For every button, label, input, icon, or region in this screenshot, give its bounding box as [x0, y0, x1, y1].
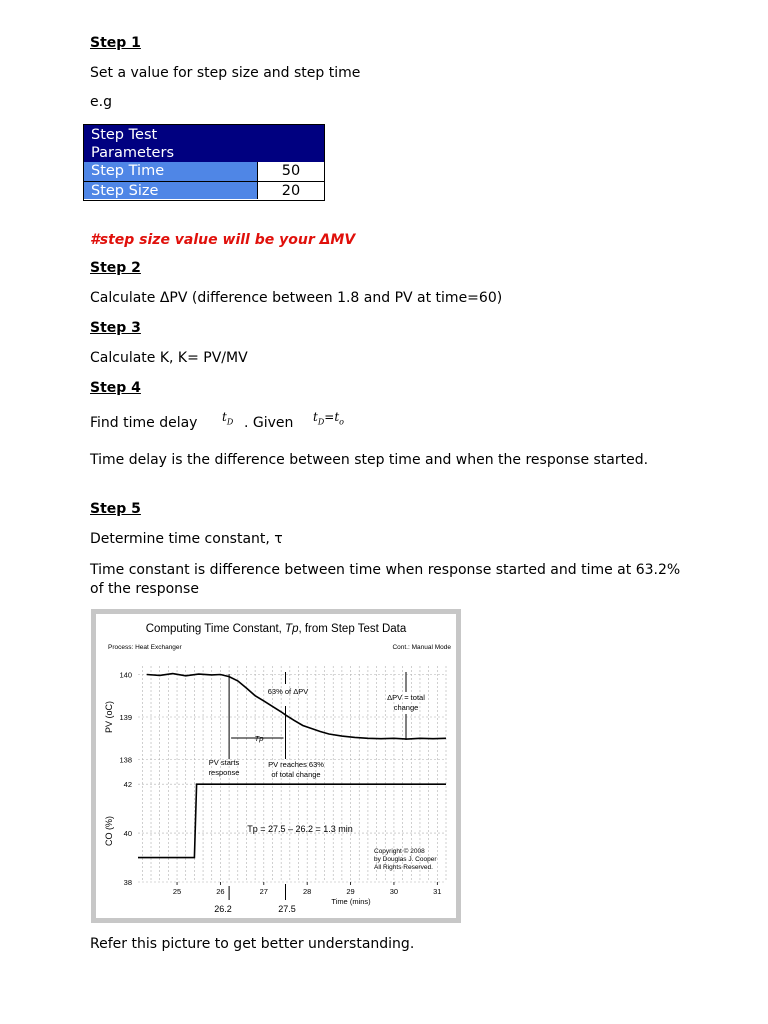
param-table-header-line1: Step Test	[91, 127, 158, 143]
annot-starts-line2: response	[208, 768, 240, 777]
step5-heading: Step 5	[90, 501, 141, 517]
process-label: Process: Heat Exchanger	[108, 644, 182, 651]
step2-heading: Step 2	[90, 260, 141, 276]
pv-tick-label: 140	[119, 670, 132, 680]
marker-label-27-5: 27.5	[278, 904, 296, 914]
x-tick-label: 28	[303, 887, 312, 896]
step-size-note: #step size value will be your ΔMV	[90, 232, 356, 248]
co-tick-label: 40	[123, 829, 132, 839]
x-tick-label: 27	[259, 887, 268, 896]
pv-axis-label: PV (oC)	[104, 700, 114, 734]
x-tick-label: 29	[346, 887, 355, 896]
annotations	[209, 687, 438, 914]
closing-note: Refer this picture to get better understanding.	[90, 936, 415, 952]
step4-heading: Step 4	[90, 380, 141, 396]
pv-tick-label: 138	[119, 755, 132, 765]
co-tick-label: 42	[123, 780, 132, 790]
step4-explanation: Time delay is the difference between step time and when the response started.	[90, 452, 649, 468]
marker-label-26-2: 26.2	[214, 904, 232, 914]
step3-text: Calculate K, K= PV/MV	[90, 350, 248, 366]
param-row-step-time	[84, 162, 324, 181]
step-test-parameters-table	[83, 124, 325, 201]
step1-heading: Step 1	[90, 35, 141, 51]
x-tick-label: 31	[433, 887, 442, 896]
x-tick-label: 26	[216, 887, 225, 896]
copyright-line3: All Rights Reserved.	[374, 864, 433, 871]
time-constant-figure	[91, 609, 461, 923]
figure-canvas	[96, 614, 456, 918]
param-label: Step Size	[84, 181, 258, 199]
param-label: Step Time	[84, 162, 258, 181]
td-equation: $t_D=t_o$	[313, 410, 344, 427]
step4-given: . Given	[244, 415, 294, 431]
x-tick-label: 30	[389, 887, 399, 896]
param-table-header-line2: Parameters	[91, 145, 174, 161]
x-tick-label: 25	[172, 887, 182, 896]
annot-63-percent: 63% of ΔPV	[267, 687, 309, 696]
pv-tick-label: 139	[119, 713, 132, 722]
step1-eg: e.g	[90, 94, 112, 110]
annot-reaches-line2: of total change	[271, 770, 321, 779]
chart-title: Computing Time Constant, Tp, from Step Test Data	[145, 623, 407, 635]
annot-reaches-line1: PV reaches 63%	[268, 760, 324, 769]
co-axis-label: CO (%)	[104, 816, 114, 846]
x-axis-label: Time (mins)	[331, 897, 371, 906]
tp-equation: Tp = 27.5 – 26.2 = 1.3 min	[247, 824, 353, 834]
param-value: 20	[258, 181, 324, 200]
step4-text: Find time delay	[90, 415, 198, 431]
step5-explanation: Time constant is difference between time when response started and time at 63.2% of the response	[90, 562, 681, 597]
copyright-line1: Copyright © 2008	[374, 848, 425, 855]
param-table-header	[84, 125, 324, 162]
co-tick-label: 38	[123, 878, 132, 887]
annot-starts-line1: PV starts	[208, 758, 240, 767]
controller-label: Cont.: Manual Mode	[392, 644, 451, 651]
annot-dpv-line1: ΔPV = total	[387, 693, 425, 702]
td-symbol: $t_D$	[222, 410, 234, 427]
param-value: 50	[258, 162, 324, 181]
step1-text: Set a value for step size and step time	[90, 65, 361, 81]
annot-tp: Tp	[254, 734, 264, 743]
step3-heading: Step 3	[90, 320, 141, 336]
step2-text: Calculate ΔPV (difference between 1.8 and PV at time=60)	[90, 290, 503, 306]
param-row-step-size	[84, 181, 324, 200]
time-constant-chart	[96, 614, 456, 918]
copyright-line2: by Douglas J. Cooper	[374, 856, 437, 863]
co-series-line	[138, 784, 446, 857]
annot-dpv-line2: change	[393, 703, 419, 712]
step5-text: Determine time constant, τ	[90, 531, 283, 547]
